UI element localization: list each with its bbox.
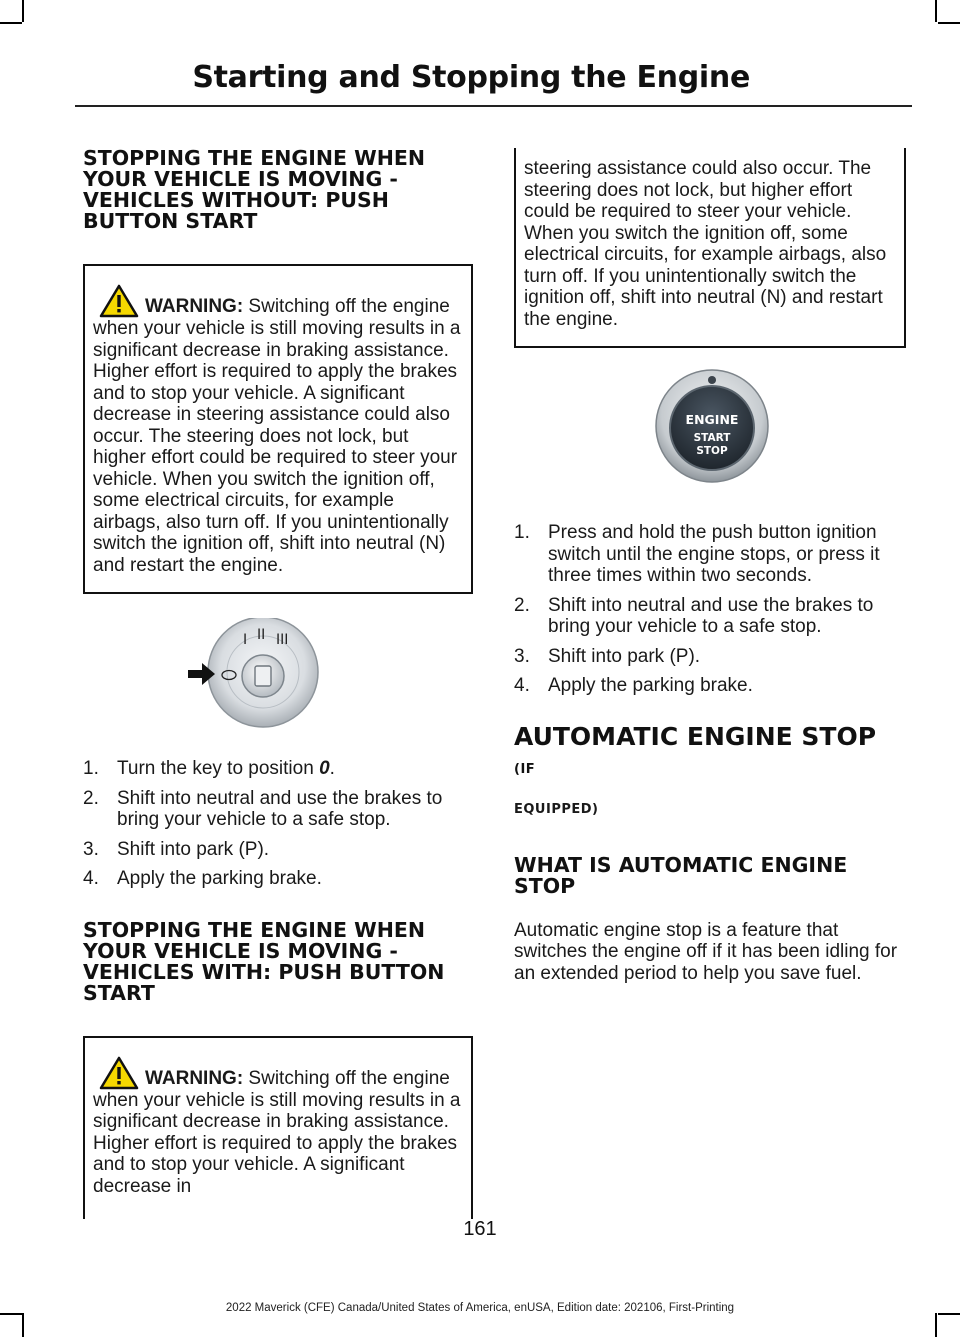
- warning-text: Switching off the engine when your vehicle is still moving results in a significant decrease in braking assistance. Higher effort is required to apply the brakes and to stop your vehicle. A significant decrease in: [93, 1067, 461, 1197]
- footer-edition: 2022 Maverick (CFE) Canada/United States of America, enUSA, Edition date: 202106, First-Printing: [225, 1302, 735, 1314]
- svg-text:STOP: STOP: [696, 445, 728, 457]
- ignition-key-switch-icon: [83, 618, 473, 746]
- crop-mark: [938, 22, 960, 24]
- warning-triangle-icon: [99, 284, 139, 318]
- warning-label: WARNING:: [145, 1067, 244, 1089]
- crop-mark: [22, 0, 24, 22]
- left-column: [83, 148, 473, 1219]
- section-heading: STOPPING THE ENGINE WHEN YOUR VEHICLE IS MOVING - VEHICLES WITH: PUSH BUTTON START: [83, 917, 445, 1005]
- warning-box: [83, 264, 473, 594]
- page-title: Starting and Stopping the Engine: [192, 60, 750, 95]
- section-heading: STOPPING THE ENGINE WHEN YOUR VEHICLE IS MOVING - VEHICLES WITHOUT: PUSH BUTTON START: [83, 146, 426, 233]
- body-paragraph: Automatic engine stop is a feature that switches the engine off if it has been idling for an extended period to help you save fuel.: [514, 919, 898, 984]
- crop-mark: [22, 1313, 24, 1337]
- subsection-heading: WHAT IS AUTOMATIC ENGINE STOP: [514, 852, 848, 898]
- svg-text:I: I: [243, 632, 248, 648]
- list-item: 3. Shift into park (P).: [83, 838, 270, 860]
- section-heading-suffix: EQUIPPED): [514, 801, 599, 817]
- svg-text:III: III: [276, 632, 289, 648]
- warning-triangle-icon: [99, 1056, 139, 1090]
- crop-mark: [935, 1313, 937, 1337]
- crop-mark: [0, 22, 22, 24]
- list-item: 4. Apply the parking brake.: [514, 675, 753, 696]
- list-item: 1. Turn the key to position 0.: [83, 758, 335, 779]
- list-item: 2. Shift into neutral and use the brakes to bring your vehicle to a safe stop.: [514, 594, 874, 637]
- crop-mark: [935, 0, 937, 22]
- engine-start-stop-button-icon: [514, 368, 906, 488]
- warning-text: Switching off the engine when your vehicle is still moving results in a significant decrease in braking assistance. Higher effort is required to apply the brakes and to stop your vehicle. A significant decrease in steering assistance could also occur. The steering does not lock, but higher effort could be required to steer your vehicle. When you switch the ignition off, some electrical circuits, for example airbags, also turn off. If you unintentionally switch the ignition off, shift into neutral (N) and restart the engine.: [93, 296, 461, 576]
- section-heading: AUTOMATIC ENGINE STOP (IF: [514, 721, 877, 777]
- steps-list: [83, 758, 473, 890]
- warning-label: WARNING:: [145, 296, 244, 317]
- right-column: [514, 148, 904, 984]
- list-item: 4. Apply the parking brake.: [83, 868, 322, 889]
- svg-text:II: II: [257, 627, 266, 643]
- start-stop-button-figure: [514, 368, 904, 488]
- svg-text:START: START: [693, 432, 731, 444]
- list-item: 2. Shift into neutral and use the brakes to bring your vehicle to a safe stop.: [83, 787, 443, 830]
- page-number: 161: [463, 1218, 497, 1240]
- warning-text: steering assistance could also occur. The steering does not lock, but higher effort could be required to steer your vehicle. When you switch the ignition off, some electrical circuits, for example airbags, also turn off. If you unintentionally switch the ignition off, shift into neutral (N) and restart the engine.: [524, 158, 887, 330]
- warning-box: [83, 1036, 473, 1220]
- svg-text:ENGINE: ENGINE: [685, 412, 739, 427]
- list-item: 3. Shift into park (P).: [514, 645, 701, 667]
- warning-box-continued: [514, 148, 906, 348]
- steps-list: [514, 522, 904, 697]
- title-divider: [75, 105, 912, 107]
- list-item: 1. Press and hold the push button ignition switch until the engine stops, or press it three times within two seconds.: [514, 522, 880, 586]
- ignition-figure: [83, 618, 473, 746]
